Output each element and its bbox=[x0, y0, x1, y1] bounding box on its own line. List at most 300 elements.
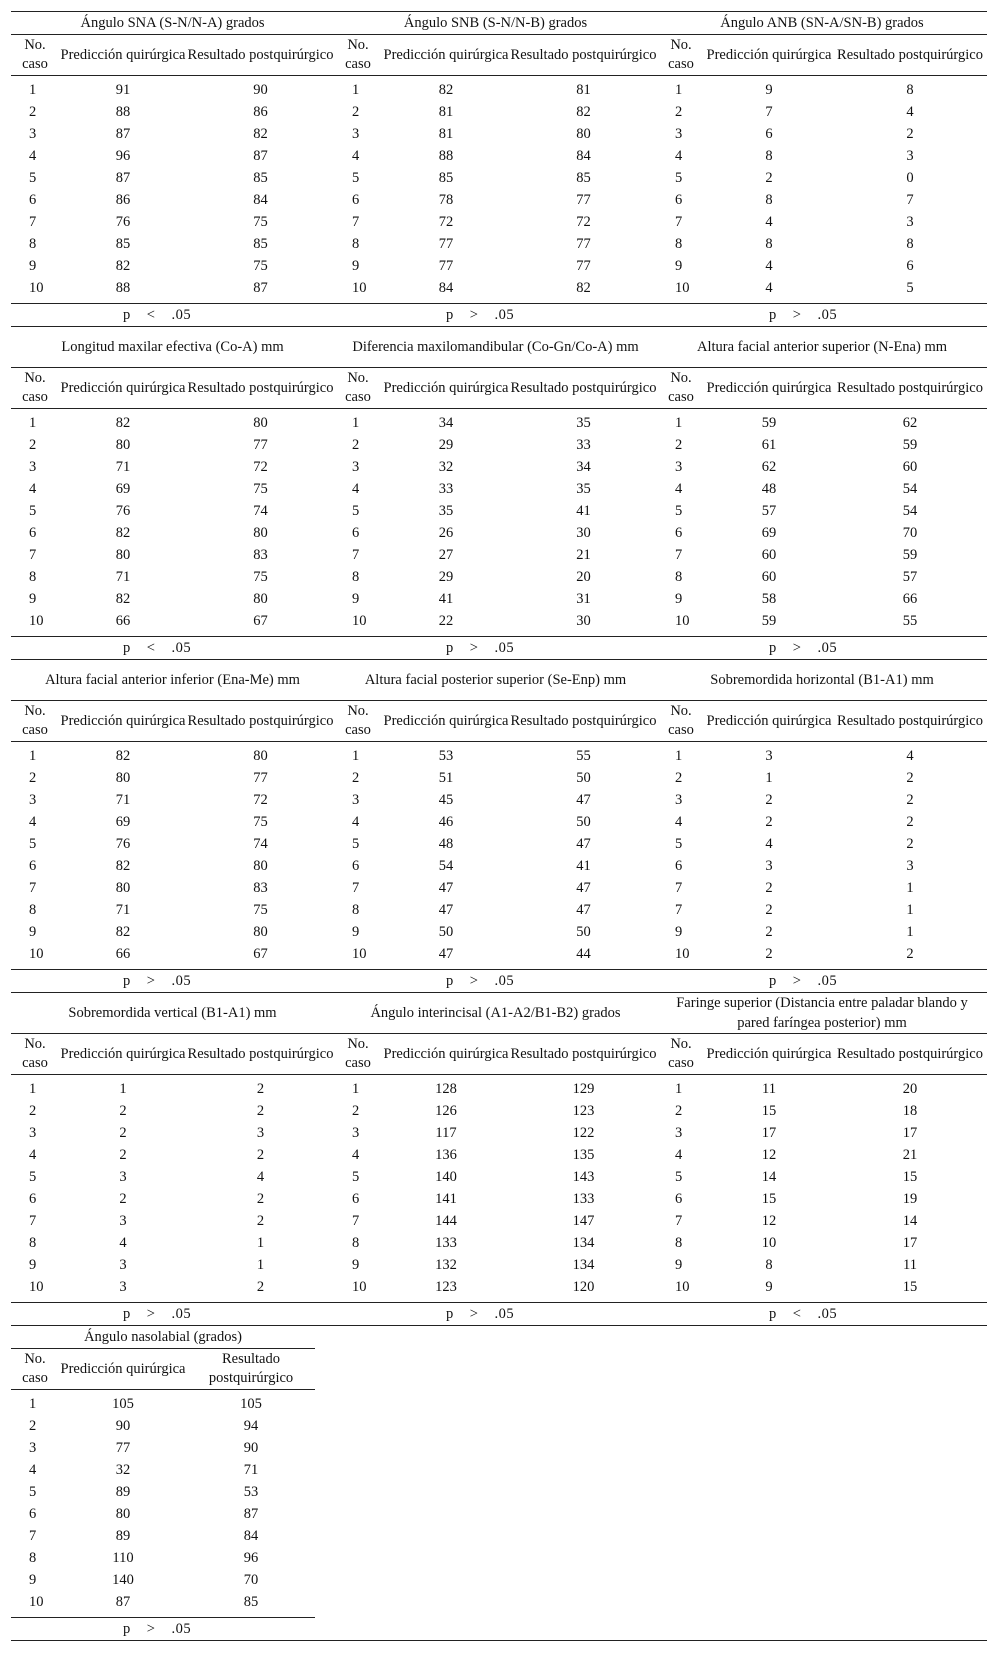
cell-prediccion: 88 bbox=[115, 279, 131, 296]
cell-resultado: 86 bbox=[253, 103, 268, 120]
table-row bbox=[334, 478, 657, 500]
p-value bbox=[123, 1306, 191, 1323]
table-row bbox=[334, 1166, 657, 1188]
cell-caso: 8 bbox=[352, 235, 360, 252]
cell-prediccion: 26 bbox=[438, 524, 454, 541]
p-label: p bbox=[446, 1305, 454, 1322]
cell-resultado: 80 bbox=[253, 923, 268, 940]
cell-resultado: 2 bbox=[906, 791, 914, 808]
cell-caso: 10 bbox=[675, 1278, 690, 1295]
cell-caso: 1 bbox=[352, 1080, 360, 1097]
table-title: Altura facial posterior superior (Se-Enp) mm bbox=[364, 672, 627, 688]
cell-prediccion: 123 bbox=[435, 1278, 457, 1295]
cell-resultado: 133 bbox=[572, 1190, 595, 1207]
table-row bbox=[334, 1210, 657, 1232]
cell-resultado: 2 bbox=[906, 835, 914, 852]
cell-resultado: 120 bbox=[572, 1278, 595, 1295]
cell-resultado: 30 bbox=[576, 612, 591, 629]
column-header bbox=[334, 367, 657, 408]
table-row bbox=[11, 767, 334, 789]
column-header bbox=[11, 700, 334, 741]
cell-caso: 6 bbox=[675, 191, 683, 208]
cell-caso: 5 bbox=[29, 1483, 37, 1500]
cell-caso: 3 bbox=[352, 458, 360, 475]
table-block bbox=[334, 660, 657, 992]
table-body bbox=[334, 1074, 657, 1302]
table-row bbox=[11, 1276, 334, 1298]
table-row bbox=[11, 1188, 334, 1210]
cell-resultado: 82 bbox=[253, 125, 268, 142]
cell-caso: 10 bbox=[352, 1278, 367, 1295]
cell-prediccion: 71 bbox=[115, 791, 131, 808]
p-operator: > bbox=[469, 1305, 479, 1322]
cell-prediccion: 3 bbox=[119, 1278, 127, 1295]
cell-prediccion: 2 bbox=[119, 1146, 127, 1163]
p-label: p bbox=[123, 1305, 131, 1322]
cell-resultado: 75 bbox=[253, 568, 268, 585]
table-row bbox=[334, 189, 657, 211]
cell-prediccion: 2 bbox=[765, 923, 773, 940]
header-caso: No. caso bbox=[668, 370, 694, 405]
p-label: p bbox=[123, 972, 131, 989]
column-header bbox=[657, 700, 987, 741]
cell-caso: 2 bbox=[675, 769, 683, 786]
cell-resultado: 18 bbox=[902, 1102, 918, 1119]
cell-prediccion: 10 bbox=[761, 1234, 777, 1251]
cell-resultado: 57 bbox=[902, 568, 918, 585]
cell-prediccion: 82 bbox=[115, 747, 131, 764]
cell-resultado: 2 bbox=[256, 1278, 265, 1295]
cell-resultado: 135 bbox=[572, 1146, 595, 1163]
table-row bbox=[657, 145, 987, 167]
p-threshold: .05 bbox=[817, 1305, 838, 1322]
header-resultado: Resultado postquirúrgico bbox=[510, 379, 657, 396]
table-row bbox=[657, 1078, 987, 1100]
table-row bbox=[11, 1393, 315, 1415]
cell-resultado: 53 bbox=[243, 1483, 259, 1500]
cell-resultado: 20 bbox=[576, 568, 591, 585]
cell-caso: 9 bbox=[675, 590, 683, 607]
cell-resultado: 105 bbox=[240, 1395, 262, 1412]
cell-resultado: 14 bbox=[902, 1212, 918, 1229]
cell-caso: 7 bbox=[675, 901, 683, 918]
cell-caso: 5 bbox=[675, 835, 683, 852]
cell-resultado: 55 bbox=[902, 612, 918, 629]
cell-caso: 1 bbox=[675, 1080, 683, 1097]
header-caso: No. caso bbox=[345, 37, 371, 72]
cell-prediccion: 4 bbox=[119, 1234, 127, 1251]
cell-prediccion: 69 bbox=[115, 813, 131, 830]
table-row bbox=[657, 610, 987, 632]
table-row bbox=[11, 167, 334, 189]
cell-prediccion: 54 bbox=[438, 857, 454, 874]
cell-prediccion: 80 bbox=[115, 436, 131, 453]
p-value-row bbox=[11, 636, 334, 659]
table-row bbox=[657, 1210, 987, 1232]
cell-prediccion: 82 bbox=[438, 81, 454, 98]
cell-caso: 5 bbox=[352, 835, 360, 852]
cell-prediccion: 8 bbox=[765, 147, 773, 164]
table-body bbox=[11, 408, 334, 636]
table-block bbox=[657, 12, 987, 326]
cell-prediccion: 86 bbox=[115, 191, 131, 208]
header-prediccion: Predicción quirúrgica bbox=[383, 46, 509, 63]
cell-resultado: 4 bbox=[906, 747, 914, 764]
cell-prediccion: 69 bbox=[115, 480, 131, 497]
p-operator: > bbox=[469, 639, 479, 656]
header-resultado: Resultado postquirúrgico bbox=[510, 1045, 657, 1062]
cell-resultado: 71 bbox=[243, 1461, 259, 1478]
cell-prediccion: 84 bbox=[438, 279, 454, 296]
p-operator: > bbox=[792, 306, 802, 323]
cell-caso: 7 bbox=[29, 213, 37, 230]
cell-caso: 8 bbox=[29, 901, 37, 918]
cell-caso: 9 bbox=[675, 257, 683, 274]
cell-prediccion: 81 bbox=[438, 125, 454, 142]
cell-resultado: 8 bbox=[906, 235, 914, 252]
table-body bbox=[11, 1074, 334, 1302]
p-value-row bbox=[11, 1302, 334, 1325]
cell-resultado: 50 bbox=[576, 769, 591, 786]
cell-resultado: 90 bbox=[253, 81, 268, 98]
table-band bbox=[11, 11, 987, 326]
cell-caso: 6 bbox=[675, 857, 683, 874]
header-caso: No. caso bbox=[22, 703, 48, 738]
table-row bbox=[11, 1122, 334, 1144]
cell-prediccion: 140 bbox=[435, 1168, 457, 1185]
table-body bbox=[11, 1389, 315, 1617]
p-label: p bbox=[123, 306, 131, 323]
cell-caso: 6 bbox=[675, 524, 683, 541]
table-row bbox=[657, 456, 987, 478]
header-caso: No. caso bbox=[22, 370, 48, 405]
table-row bbox=[334, 1122, 657, 1144]
cell-prediccion: 133 bbox=[435, 1234, 457, 1251]
cell-caso: 10 bbox=[352, 945, 367, 962]
cell-resultado: 70 bbox=[243, 1571, 259, 1588]
cell-prediccion: 17 bbox=[761, 1124, 777, 1141]
header-caso: No. caso bbox=[345, 703, 371, 738]
table-block bbox=[11, 12, 334, 326]
cell-resultado: 80 bbox=[253, 590, 268, 607]
cell-resultado: 82 bbox=[576, 103, 591, 120]
header-prediccion: Predicción quirúrgica bbox=[60, 1045, 186, 1062]
cell-prediccion: 82 bbox=[115, 857, 131, 874]
p-label: p bbox=[769, 972, 777, 989]
cell-caso: 4 bbox=[352, 480, 360, 497]
table-row bbox=[657, 899, 987, 921]
cell-caso: 7 bbox=[352, 1212, 360, 1229]
p-operator: > bbox=[792, 639, 802, 656]
cell-caso: 7 bbox=[352, 879, 360, 896]
cell-prediccion: 9 bbox=[765, 81, 773, 98]
table-row bbox=[657, 434, 987, 456]
p-label: p bbox=[769, 1305, 777, 1322]
cell-caso: 7 bbox=[675, 879, 683, 896]
table-row bbox=[657, 255, 987, 277]
table-row bbox=[334, 101, 657, 123]
table-row bbox=[657, 833, 987, 855]
table-row bbox=[11, 855, 334, 877]
cell-resultado: 80 bbox=[253, 524, 268, 541]
cell-resultado: 70 bbox=[902, 524, 918, 541]
table-row bbox=[11, 1503, 315, 1525]
table-row bbox=[11, 833, 334, 855]
table-row bbox=[334, 522, 657, 544]
cell-prediccion: 3 bbox=[119, 1168, 127, 1185]
cell-caso: 6 bbox=[352, 1190, 360, 1207]
table-body bbox=[657, 741, 987, 969]
table-title: Sobremordida horizontal (B1-A1) mm bbox=[710, 672, 934, 688]
cell-resultado: 33 bbox=[576, 436, 591, 453]
table-row bbox=[334, 167, 657, 189]
cell-caso: 6 bbox=[29, 857, 37, 874]
cell-caso: 1 bbox=[675, 81, 683, 98]
cell-caso: 10 bbox=[29, 612, 44, 629]
cell-caso: 8 bbox=[675, 568, 683, 585]
cell-prediccion: 80 bbox=[115, 879, 131, 896]
cell-caso: 10 bbox=[675, 279, 690, 296]
p-threshold: .05 bbox=[817, 306, 838, 323]
cell-resultado: 35 bbox=[576, 480, 591, 497]
cell-caso: 3 bbox=[675, 791, 683, 808]
cell-resultado: 85 bbox=[576, 169, 591, 186]
cell-prediccion: 50 bbox=[438, 923, 454, 940]
table-row bbox=[11, 1547, 315, 1569]
header-prediccion: Predicción quirúrgica bbox=[60, 379, 186, 396]
cell-caso: 10 bbox=[29, 279, 44, 296]
cell-resultado: 3 bbox=[256, 1124, 265, 1141]
p-label: p bbox=[123, 1620, 131, 1637]
cell-caso: 4 bbox=[29, 813, 37, 830]
table-row bbox=[11, 811, 334, 833]
table-row bbox=[657, 123, 987, 145]
cell-prediccion: 76 bbox=[115, 213, 131, 230]
cell-caso: 2 bbox=[352, 103, 360, 120]
cell-caso: 5 bbox=[675, 502, 683, 519]
cell-caso: 5 bbox=[29, 502, 37, 519]
table-band bbox=[11, 992, 987, 1325]
cell-prediccion: 2 bbox=[119, 1190, 127, 1207]
cell-prediccion: 2 bbox=[765, 791, 773, 808]
cell-prediccion: 29 bbox=[438, 568, 454, 585]
cell-caso: 8 bbox=[352, 568, 360, 585]
table-row bbox=[334, 544, 657, 566]
cell-resultado: 0 bbox=[906, 169, 914, 186]
table-row bbox=[334, 123, 657, 145]
p-label: p bbox=[769, 306, 777, 323]
table-row bbox=[334, 745, 657, 767]
table-row bbox=[11, 544, 334, 566]
p-threshold: .05 bbox=[171, 639, 192, 656]
cell-prediccion: 46 bbox=[438, 813, 454, 830]
cell-resultado: 20 bbox=[902, 1080, 918, 1097]
cell-prediccion: 82 bbox=[115, 257, 131, 274]
p-value bbox=[769, 640, 837, 657]
column-header bbox=[657, 34, 987, 75]
cell-caso: 4 bbox=[29, 1146, 37, 1163]
bottom-rule bbox=[11, 1640, 987, 1641]
table-block bbox=[334, 12, 657, 326]
cell-caso: 6 bbox=[352, 857, 360, 874]
table-row bbox=[334, 921, 657, 943]
cell-resultado: 2 bbox=[906, 125, 914, 142]
cell-caso: 7 bbox=[29, 879, 37, 896]
p-threshold: .05 bbox=[494, 306, 515, 323]
cell-caso: 4 bbox=[675, 480, 683, 497]
header-caso: No. caso bbox=[668, 703, 694, 738]
column-header bbox=[11, 34, 334, 75]
p-value bbox=[446, 1306, 514, 1323]
table-row bbox=[334, 1188, 657, 1210]
cell-prediccion: 60 bbox=[761, 546, 777, 563]
cell-prediccion: 15 bbox=[761, 1190, 777, 1207]
cell-resultado: 2 bbox=[906, 769, 914, 786]
header-caso: No. caso bbox=[22, 37, 48, 72]
cell-resultado: 74 bbox=[253, 502, 268, 519]
cell-caso: 4 bbox=[352, 1146, 360, 1163]
cell-prediccion: 81 bbox=[438, 103, 454, 120]
table-row bbox=[334, 833, 657, 855]
cell-resultado: 122 bbox=[572, 1124, 595, 1141]
cell-resultado: 47 bbox=[576, 879, 591, 896]
column-header bbox=[334, 700, 657, 741]
cell-resultado: 2 bbox=[256, 1212, 265, 1229]
table-row bbox=[11, 1166, 334, 1188]
table-row bbox=[11, 233, 334, 255]
cell-resultado: 2 bbox=[256, 1190, 265, 1207]
cell-resultado: 34 bbox=[576, 458, 591, 475]
table-row bbox=[334, 877, 657, 899]
cell-caso: 4 bbox=[675, 1146, 683, 1163]
table-title: Ángulo ANB (SN-A/SN-B) grados bbox=[720, 15, 924, 31]
table-row bbox=[334, 434, 657, 456]
cell-caso: 7 bbox=[352, 546, 360, 563]
cell-caso: 9 bbox=[352, 1256, 360, 1273]
table-row bbox=[657, 101, 987, 123]
cell-resultado: 17 bbox=[902, 1124, 918, 1141]
table-row bbox=[11, 1415, 315, 1437]
table-body bbox=[657, 75, 987, 303]
p-label: p bbox=[123, 639, 131, 656]
cell-caso: 9 bbox=[29, 923, 37, 940]
cell-caso: 2 bbox=[29, 1417, 37, 1434]
p-threshold: .05 bbox=[171, 306, 192, 323]
cell-prediccion: 2 bbox=[765, 879, 773, 896]
table-row bbox=[11, 610, 334, 632]
table-row bbox=[334, 855, 657, 877]
cell-prediccion: 91 bbox=[115, 81, 131, 98]
cell-caso: 3 bbox=[675, 125, 683, 142]
p-value-row bbox=[11, 969, 334, 992]
table-row bbox=[657, 500, 987, 522]
table-title: Diferencia maxilomandibular (Co-Gn/Co-A) mm bbox=[352, 339, 639, 355]
cell-caso: 8 bbox=[675, 235, 683, 252]
cell-caso: 9 bbox=[29, 257, 37, 274]
cell-caso: 3 bbox=[29, 1124, 37, 1141]
cell-prediccion: 47 bbox=[438, 945, 454, 962]
cell-caso: 7 bbox=[352, 213, 360, 230]
cell-caso: 10 bbox=[675, 945, 690, 962]
header-prediccion: Predicción quirúrgica bbox=[706, 1045, 832, 1062]
p-operator: > bbox=[146, 1305, 156, 1322]
cell-caso: 10 bbox=[352, 612, 367, 629]
cell-caso: 8 bbox=[29, 1549, 37, 1566]
cell-caso: 6 bbox=[352, 524, 360, 541]
cell-resultado: 66 bbox=[902, 590, 918, 607]
table-row bbox=[334, 1254, 657, 1276]
header-resultado: Resultado postquirúrgico bbox=[510, 712, 657, 729]
cell-resultado: 87 bbox=[253, 279, 268, 296]
table-row bbox=[657, 855, 987, 877]
table-body bbox=[334, 408, 657, 636]
cell-prediccion: 4 bbox=[765, 213, 773, 230]
cell-resultado: 44 bbox=[576, 945, 591, 962]
cell-prediccion: 1 bbox=[119, 1080, 127, 1097]
cell-prediccion: 29 bbox=[438, 436, 454, 453]
cell-resultado: 77 bbox=[576, 191, 591, 208]
cell-caso: 2 bbox=[675, 1102, 683, 1119]
cell-prediccion: 34 bbox=[438, 414, 454, 431]
table-row bbox=[11, 522, 334, 544]
p-value-row bbox=[334, 636, 657, 659]
table-block bbox=[11, 660, 334, 992]
p-value-row bbox=[657, 303, 987, 326]
cell-prediccion: 12 bbox=[761, 1146, 777, 1163]
cell-resultado: 87 bbox=[243, 1505, 259, 1522]
cell-resultado: 85 bbox=[253, 235, 268, 252]
header-caso: No. caso bbox=[668, 1036, 694, 1071]
table-row bbox=[657, 189, 987, 211]
table-row bbox=[657, 277, 987, 299]
cell-prediccion: 6 bbox=[765, 125, 773, 142]
table-band bbox=[11, 659, 987, 992]
cell-caso: 5 bbox=[675, 1168, 683, 1185]
table-row bbox=[657, 1188, 987, 1210]
cell-prediccion: 77 bbox=[438, 235, 454, 252]
cell-caso: 10 bbox=[675, 612, 690, 629]
cell-caso: 3 bbox=[29, 458, 37, 475]
cell-caso: 5 bbox=[29, 835, 37, 852]
cell-resultado: 75 bbox=[253, 257, 268, 274]
cell-prediccion: 41 bbox=[438, 590, 454, 607]
cell-resultado: 47 bbox=[576, 791, 591, 808]
table-row bbox=[11, 1100, 334, 1122]
cell-caso: 1 bbox=[675, 747, 683, 764]
cell-prediccion: 105 bbox=[112, 1395, 134, 1412]
cell-prediccion: 2 bbox=[119, 1102, 127, 1119]
cell-prediccion: 2 bbox=[765, 945, 773, 962]
column-header bbox=[11, 1348, 315, 1389]
header-prediccion: Predicción quirúrgica bbox=[383, 1045, 509, 1062]
cell-prediccion: 1 bbox=[765, 769, 773, 786]
cell-prediccion: 71 bbox=[115, 568, 131, 585]
cell-caso: 1 bbox=[29, 1395, 37, 1412]
cell-prediccion: 87 bbox=[115, 169, 131, 186]
cell-resultado: 84 bbox=[253, 191, 268, 208]
table-row bbox=[11, 412, 334, 434]
cell-prediccion: 3 bbox=[119, 1256, 127, 1273]
cell-resultado: 129 bbox=[572, 1080, 595, 1097]
cell-caso: 2 bbox=[352, 1102, 360, 1119]
table-row bbox=[334, 943, 657, 965]
cell-resultado: 1 bbox=[906, 901, 914, 918]
header-prediccion: Predicción quirúrgica bbox=[60, 712, 186, 729]
table-row bbox=[657, 1232, 987, 1254]
cell-prediccion: 27 bbox=[438, 546, 454, 563]
table-row bbox=[11, 79, 334, 101]
p-value-row bbox=[657, 636, 987, 659]
